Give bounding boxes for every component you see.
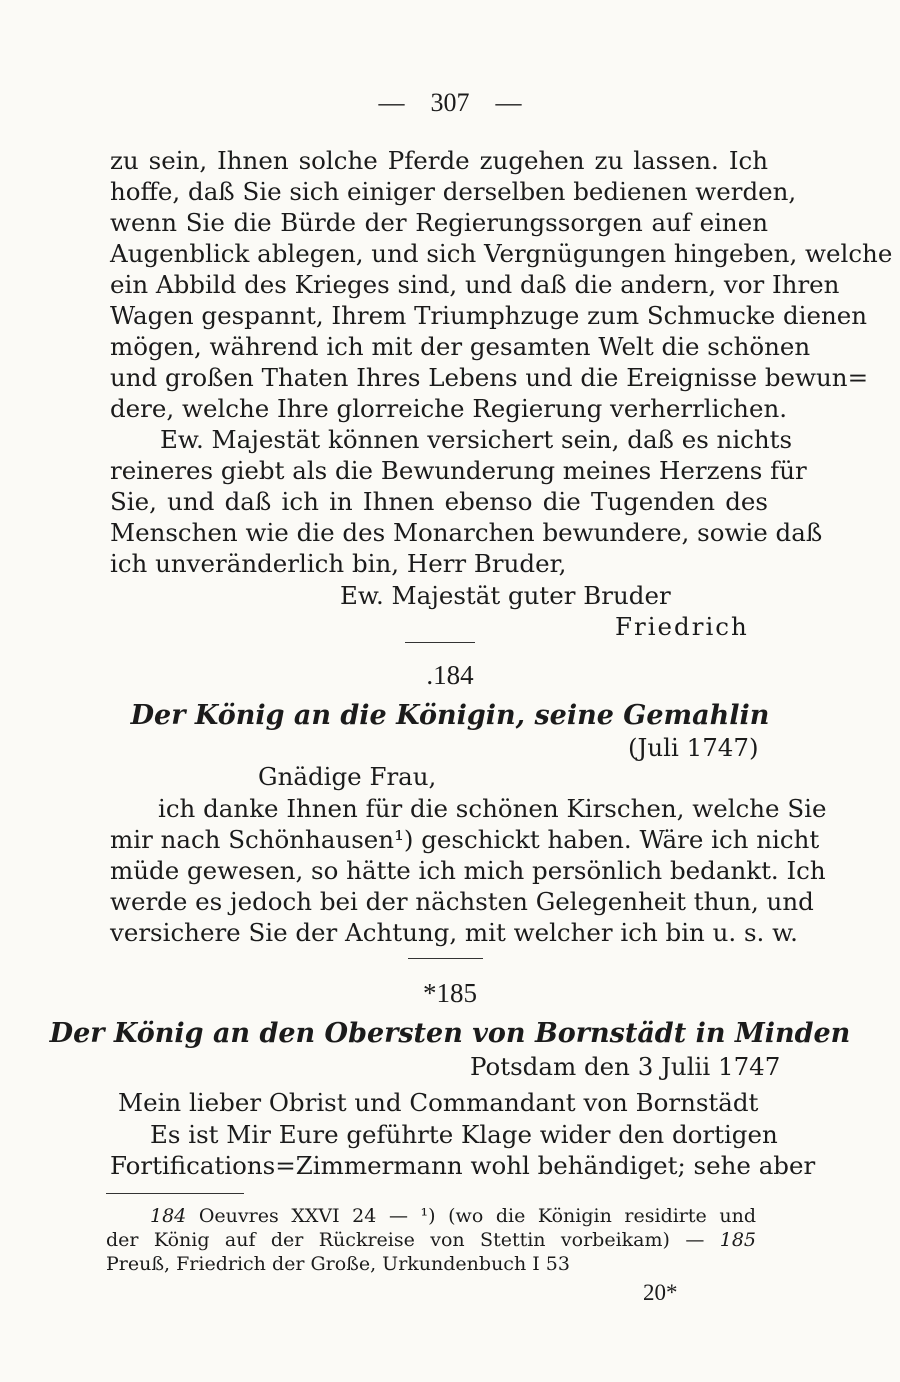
text-line: mögen, während ich mit der gesamten Welt die schönen [110,332,811,361]
text-line: Augenblick ablegen, und sich Vergnügungen hingeben, welche [110,239,893,268]
text-line: wenn Sie die Bürde der Regierungssorgen auf einen [110,208,768,237]
closing-formula: Ew. Majestät guter Bruder [340,581,671,610]
text-line: mir nach Schönhausen¹) geschickt haben. Wäre ich nicht [110,825,820,854]
letter-heading: Der König an den Obersten von Bornstädt in Minden [49,1018,851,1049]
text-line: Fortifications=Zimmermann wohl behändiget; sehe aber [110,1151,816,1180]
text-line: und großen Thaten Ihres Lebens und die Ereignisse bewun= [110,363,869,392]
text-line: ich danke Ihnen für die schönen Kirschen, welche Sie [158,794,827,823]
header-dash-left: — [378,88,405,117]
page-number: 307 [430,88,470,117]
signature: Friedrich [615,612,749,641]
footnote-line [150,1204,756,1228]
text-line: zu sein, Ihnen solche Pferde zugehen zu lassen. Ich [110,146,768,175]
text-line: Ew. Majestät können versichert sein, daß es nichts [160,425,793,454]
text-line: ich unveränderlich bin, Herr Bruder, [110,549,567,578]
header-dash-right: — [495,88,522,117]
letter-date: Potsdam den 3 Julii 1747 [470,1052,781,1081]
letter-date: (Juli 1747) [628,733,759,762]
text-line: dere, welche Ihre glorreiche Regierung verherrlichen. [110,394,788,423]
salutation: Gnädige Frau, [258,762,437,791]
text-line: werde es jedoch bei der nächsten Gelegenheit thun, und [110,887,814,916]
letter-heading: Der König an die Königin, seine Gemahlin [130,700,770,731]
salutation: Mein lieber Obrist und Commandant von Bornstädt [118,1088,759,1117]
page-header [0,88,900,118]
letter-number: .184 [426,660,474,690]
text-line: Sie, und daß ich in Ihnen ebenso die Tugenden des [110,487,768,516]
footnote-ref: 184 [150,1205,187,1227]
text-line: versichere Sie der Achtung, mit welcher ich bin u. s. w. [110,918,798,947]
section-divider [408,958,483,959]
text-line: hoffe, daß Sie sich einiger derselben bedienen werden, [110,177,797,206]
footnote-text: der König auf der Rückreise von Stettin vorbeikam) — [106,1229,705,1251]
footnote-line: Preuß, Friedrich der Große, Urkundenbuch I 53 [106,1253,570,1275]
section-divider [405,642,475,643]
footnote-line [106,1228,756,1252]
footnote-ref: 185 [719,1229,757,1251]
text-line: Wagen gespannt, Ihrem Triumphzuge zum Schmucke dienen [110,301,868,330]
signature-mark: 20* [643,1280,678,1305]
footnote-text: Oeuvres XXVI 24 — ¹) (wo die Königin residirte und [198,1205,756,1227]
text-line: Menschen wie die des Monarchen bewundere, sowie daß [110,518,823,547]
text-line: reineres giebt als die Bewunderung meines Herzens für [110,456,807,485]
footnote-rule [106,1193,244,1194]
text-line: müde gewesen, so hätte ich mich persönlich bedankt. Ich [110,856,826,885]
text-line: ein Abbild des Krieges sind, und daß die andern, vor Ihren [110,270,840,299]
text-line: Es ist Mir Eure geführte Klage wider den dortigen [150,1120,778,1149]
letter-number: *185 [423,978,477,1008]
